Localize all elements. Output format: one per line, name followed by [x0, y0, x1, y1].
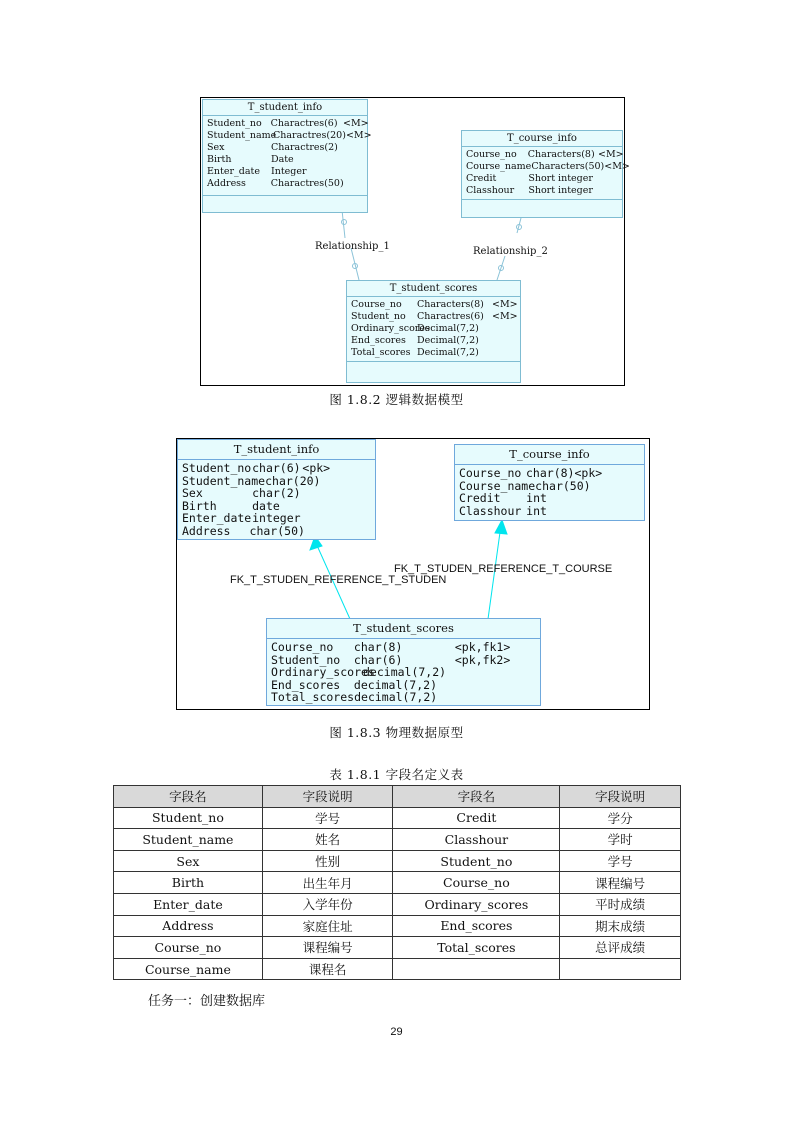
attribute-key [574, 505, 640, 518]
table-cell: Birth [114, 872, 263, 894]
table-cell: Sex [114, 850, 263, 872]
attribute-type: char(8) [526, 466, 575, 480]
attribute-name: Sex [182, 486, 203, 500]
attribute-row [207, 118, 369, 130]
attribute-type: Short integer [528, 185, 593, 196]
attribute-row [466, 173, 618, 185]
attribute-key: <M> [343, 118, 369, 129]
attribute-key [492, 347, 512, 359]
attribute-key: <M> [492, 311, 518, 322]
attribute-key [455, 691, 536, 704]
attribute-row [351, 335, 516, 347]
table-cell: Student_name [114, 829, 263, 851]
attribute-name: Address [182, 523, 231, 538]
attribute-type: Decimal(7,2) [417, 347, 479, 358]
attribute-type: char(8) [353, 640, 403, 654]
attribute-type: Decimal(7,2) [417, 323, 479, 334]
table-row [114, 937, 681, 959]
attribute-key [302, 487, 371, 500]
entity-title: T_student_info [203, 100, 367, 116]
attribute-key [344, 154, 363, 166]
table-cell: Credit [393, 807, 560, 829]
reference-label-student: FK_T_STUDEN_REFERENCE_T_STUDEN [230, 574, 447, 586]
table-cell: 性别 [262, 850, 393, 872]
attribute-type: Short integer [528, 173, 593, 184]
table-cell: Enter_date [114, 893, 263, 915]
header-cell: 字段名 [393, 786, 560, 808]
entity-t-student-scores[interactable] [346, 280, 521, 383]
attribute-row [182, 525, 371, 538]
header-cell: 字段名 [114, 786, 263, 808]
attribute-name: Sex [207, 142, 225, 153]
table-cell: 课程名 [262, 958, 393, 980]
attribute-name: Student_no [271, 652, 341, 667]
table-row [114, 958, 681, 980]
table-cell: Student_no [393, 850, 560, 872]
attribute-type: date [252, 498, 280, 513]
entity-title: T_course_info [455, 445, 644, 465]
table-row [114, 850, 681, 872]
attribute-name: Enter_date [182, 511, 252, 525]
attribute-key: <pk> [574, 466, 603, 480]
attribute-key [305, 525, 371, 538]
attribute-key [574, 492, 640, 505]
attribute-type: char(6) [353, 652, 403, 667]
attribute-key [599, 173, 618, 185]
attribute-name: End_scores [351, 335, 406, 346]
attribute-name: Student_name [182, 473, 266, 488]
attribute-name: Address [207, 178, 246, 189]
attribute-type: Charactres(50) [270, 178, 344, 189]
attribute-key [591, 480, 640, 493]
table-cell: 出生年月 [262, 872, 393, 894]
attribute-type: Charactres(6) [417, 311, 484, 322]
table-cell: Ordinary_scores [393, 893, 560, 915]
attribute-key [492, 323, 512, 335]
entity-title: T_student_scores [347, 281, 520, 297]
entity-footer [347, 361, 520, 382]
reference-arrowhead-course [495, 520, 507, 534]
table-cell: Address [114, 915, 263, 937]
attribute-row [207, 154, 363, 166]
attribute-type: Characters(50) [531, 161, 605, 172]
entity-t-student-info[interactable] [202, 99, 372, 213]
attribute-key [302, 500, 371, 513]
attribute-row [459, 492, 640, 505]
attribute-type: char(20) [265, 473, 321, 488]
attribute-list [347, 297, 520, 361]
attribute-row [351, 323, 516, 335]
table-cell: 学号 [560, 850, 681, 872]
attribute-name: Student_no [182, 461, 252, 475]
attribute-row [271, 641, 536, 654]
attribute-type: Charactres(20) [273, 130, 346, 141]
attribute-list [455, 465, 644, 519]
entity-title: T_student_info [178, 440, 375, 460]
attribute-key [459, 666, 536, 679]
attribute-type: Date [270, 154, 294, 165]
attribute-type: char(50) [249, 523, 305, 538]
attribute-row [182, 512, 371, 525]
table-row [114, 829, 681, 851]
table-cell: 期末成绩 [560, 915, 681, 937]
relationship-1-label: Relationship_1 [315, 241, 390, 252]
field-definition-table [113, 785, 681, 980]
relationship-1-crowfoot [342, 220, 347, 225]
attribute-type: Characters(8) [417, 299, 484, 310]
attribute-type: int [526, 491, 547, 505]
attribute-type: Charactres(6) [270, 118, 338, 129]
entity-t-course-info[interactable] [461, 130, 630, 218]
attribute-key: <M> [598, 149, 624, 160]
attribute-row [207, 166, 363, 178]
attribute-name: Course_name [466, 161, 532, 172]
attribute-name: Birth [207, 154, 232, 165]
attribute-name: Classhour [459, 503, 522, 518]
table-cell [393, 958, 560, 980]
attribute-type: Characters(8) [527, 149, 595, 160]
table-caption: 表 1.8.1 字段名定义表 [329, 767, 464, 782]
table-cell: End_scores [393, 915, 560, 937]
table-body [114, 807, 681, 980]
attribute-name: Course_no [466, 149, 517, 160]
logical-model-diagram [200, 97, 630, 386]
attribute-key [302, 512, 371, 525]
attribute-list [203, 116, 372, 192]
attribute-key [320, 475, 371, 488]
table-row [114, 893, 681, 915]
attribute-list [462, 147, 630, 199]
attribute-type: int [526, 503, 547, 518]
attribute-type: char(2) [252, 486, 301, 500]
entity-t-student-scores-physical[interactable] [266, 618, 541, 706]
attribute-row [271, 666, 536, 679]
relationship-2-label: Relationship_2 [473, 246, 548, 257]
attribute-row [459, 505, 640, 518]
attribute-list [267, 639, 540, 706]
attribute-key [344, 142, 363, 154]
attribute-name: End_scores [271, 677, 341, 692]
attribute-type: Decimal(7,2) [417, 335, 479, 346]
attribute-type: Charactres(2) [270, 142, 338, 153]
attribute-name: Total_scores [351, 347, 411, 358]
attribute-name: Course_name [459, 478, 536, 493]
table-row [114, 915, 681, 937]
attribute-row [466, 161, 630, 173]
attribute-name: Student_no [351, 311, 406, 322]
attribute-name: Course_no [271, 640, 334, 654]
table-cell: 平时成绩 [560, 893, 681, 915]
task-heading: 任务一：创建数据库 [148, 994, 266, 1009]
table-header-row [114, 786, 681, 808]
entity-footer [203, 195, 367, 212]
attribute-key: <M> [604, 161, 630, 172]
attribute-type: char(50) [535, 478, 591, 493]
attribute-key [492, 335, 512, 347]
attribute-name: Ordinary_scores [351, 323, 430, 334]
attribute-key [455, 679, 536, 692]
attribute-name: Total_scores [271, 690, 355, 704]
attribute-type: decimal(7,2) [363, 665, 447, 679]
attribute-row [207, 142, 363, 154]
attribute-row [351, 347, 516, 359]
attribute-key: <M> [345, 130, 372, 141]
attribute-name: Credit [459, 491, 501, 505]
figure-2-caption: 图 1.8.3 物理数据原型 [329, 725, 464, 740]
attribute-row [351, 311, 516, 323]
attribute-name: Course_no [351, 299, 402, 310]
attribute-name: Student_name [207, 130, 277, 141]
table-cell: 课程编号 [560, 872, 681, 894]
attribute-row [466, 149, 624, 161]
attribute-key: <M> [492, 299, 518, 310]
attribute-type: decimal(7,2) [353, 677, 438, 692]
attribute-name: Credit [466, 173, 497, 184]
entity-title: T_course_info [462, 131, 622, 147]
page-number: 29 [390, 1026, 403, 1038]
table-cell: Student_no [114, 807, 263, 829]
header-cell: 字段说明 [560, 786, 681, 808]
attribute-name: Enter_date [207, 166, 260, 177]
table-cell: Course_no [114, 937, 263, 959]
attribute-row [207, 178, 363, 190]
attribute-name: Classhour [466, 185, 515, 196]
attribute-name: Birth [182, 498, 217, 513]
attribute-row [207, 130, 372, 142]
attribute-key: <pk,fk2> [454, 652, 511, 667]
entity-t-student-info-physical[interactable] [177, 439, 376, 540]
attribute-type: char(6) [252, 461, 301, 475]
header-cell: 字段说明 [262, 786, 393, 808]
attribute-row [459, 467, 640, 480]
attribute-key [599, 185, 618, 197]
attribute-key: <pk,fk1> [454, 640, 511, 654]
table-cell: 课程编号 [262, 937, 393, 959]
table-cell: 学号 [262, 807, 393, 829]
table-cell: 学分 [560, 807, 681, 829]
table-cell: Total_scores [393, 937, 560, 959]
attribute-type: decimal(7,2) [354, 690, 438, 704]
table-cell: Course_no [393, 872, 560, 894]
reference-label-course: FK_T_STUDEN_REFERENCE_T_COURSE [394, 563, 613, 575]
attribute-key [344, 166, 363, 178]
entity-title: T_student_scores [267, 619, 540, 639]
attribute-name: Course_no [459, 466, 522, 480]
attribute-list [178, 460, 375, 539]
table-cell: 入学年份 [262, 893, 393, 915]
attribute-key: <pk> [302, 461, 331, 475]
table-cell: Classhour [393, 829, 560, 851]
attribute-row [182, 487, 371, 500]
attribute-type: integer [252, 511, 301, 525]
table-cell: 姓名 [262, 829, 393, 851]
table-row [114, 807, 681, 829]
attribute-name: Ordinary_scores [271, 665, 375, 679]
table-row [114, 872, 681, 894]
attribute-type: Integer [270, 166, 307, 177]
attribute-row [271, 691, 536, 704]
attribute-key [344, 178, 363, 190]
attribute-row [351, 299, 516, 311]
entity-t-course-info-physical[interactable] [454, 444, 645, 521]
table-cell: 家庭住址 [262, 915, 393, 937]
table-cell: 总评成绩 [560, 937, 681, 959]
attribute-row [466, 185, 618, 197]
entity-footer [462, 199, 622, 217]
attribute-row [182, 462, 371, 475]
table-cell: 学时 [560, 829, 681, 851]
attribute-name: Student_no [207, 118, 262, 129]
physical-model-diagram [176, 438, 650, 710]
figure-1-caption: 图 1.8.2 逻辑数据模型 [329, 392, 464, 407]
table-cell: Course_name [114, 958, 263, 980]
table-cell [560, 958, 681, 980]
